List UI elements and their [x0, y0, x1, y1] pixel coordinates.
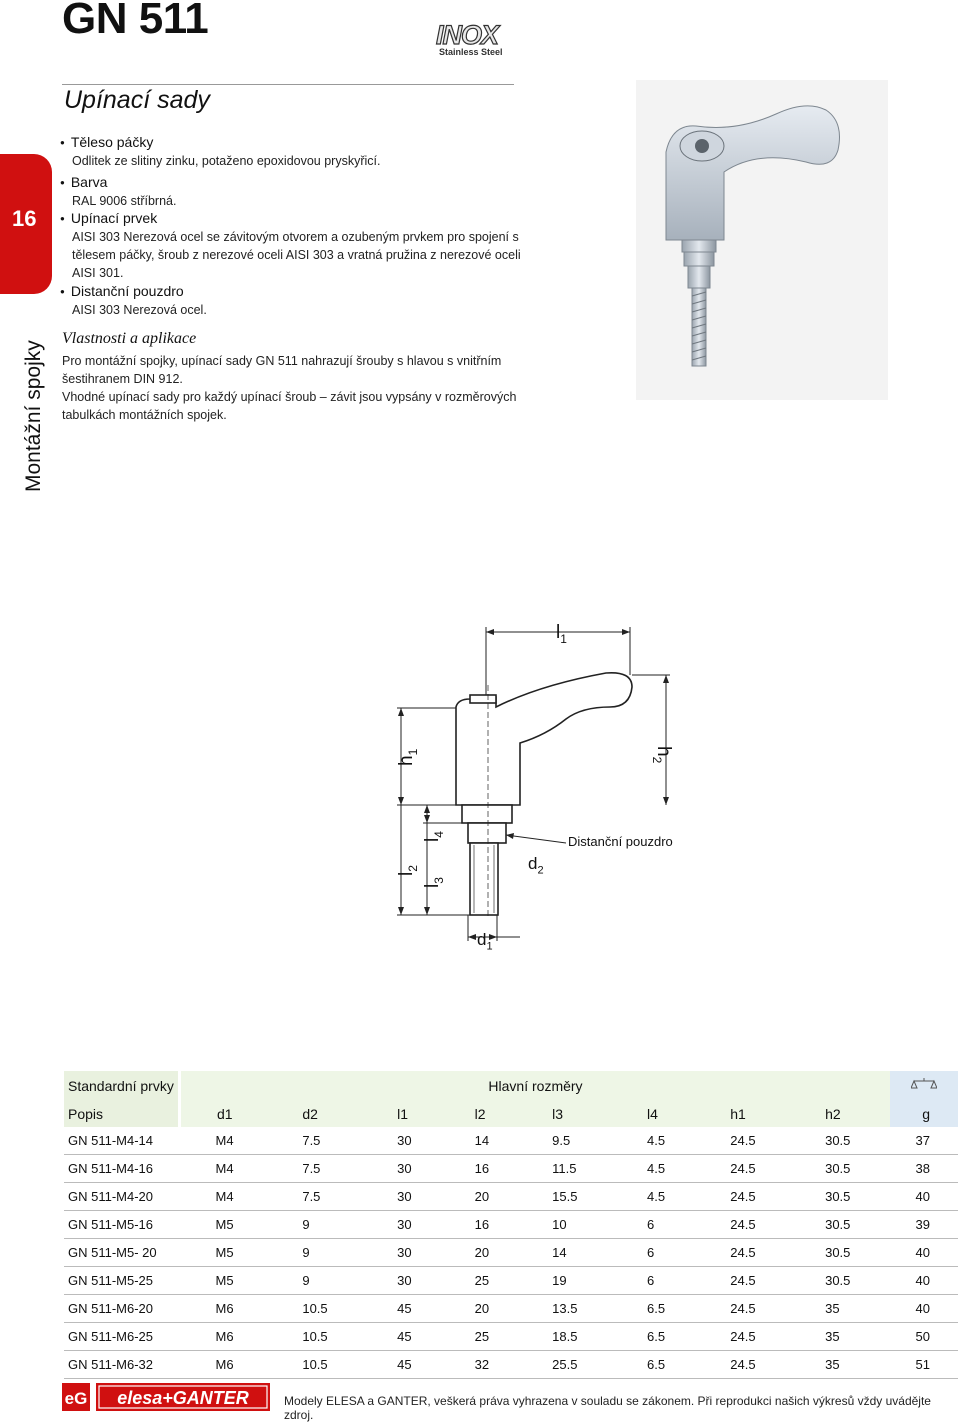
feature-text: AISI 303 Nerezová ocel.	[72, 303, 207, 318]
table-cell: 16	[445, 1155, 523, 1183]
table-cell: GN 511-M6-32	[64, 1351, 180, 1379]
col-header: l2	[445, 1100, 523, 1127]
page-subtitle: Upínací sady	[64, 86, 210, 114]
table-column-header	[64, 1100, 958, 1127]
table-cell: M5	[180, 1267, 273, 1295]
table-cell: 19	[522, 1267, 617, 1295]
table-cell: 30	[367, 1155, 445, 1183]
table-cell: 25	[445, 1267, 523, 1295]
table-cell: 6	[617, 1211, 700, 1239]
table-cell: 15.5	[522, 1183, 617, 1211]
col-header: l4	[617, 1100, 700, 1127]
table-cell: 35	[795, 1295, 890, 1323]
table-cell: 9	[272, 1239, 367, 1267]
table-cell: 32	[445, 1351, 523, 1379]
feature-heading: ● Upínací prvek	[60, 209, 542, 228]
label-l2-text: l	[396, 871, 417, 876]
weight-header	[890, 1071, 958, 1100]
table-cell: 24.5	[700, 1183, 795, 1211]
label-l1	[556, 622, 567, 646]
table-cell: 40	[890, 1267, 958, 1295]
table-cell: 45	[367, 1295, 445, 1323]
table-cell: 24.5	[700, 1211, 795, 1239]
label-d1-text: d	[477, 930, 487, 949]
table-group-header	[64, 1071, 958, 1100]
inox-badge-sub: Stainless Steel	[439, 47, 503, 57]
table-cell: 6.5	[617, 1295, 700, 1323]
table-row	[64, 1155, 958, 1183]
table-cell: 40	[890, 1239, 958, 1267]
table-cell: 10.5	[272, 1351, 367, 1379]
feature-text: RAL 9006 stříbrná.	[72, 194, 177, 209]
table-cell: 6.5	[617, 1351, 700, 1379]
label-l1-text: l	[556, 622, 561, 643]
label-l2	[396, 865, 420, 876]
label-h1-sub: 1	[405, 748, 420, 756]
table-cell: 50	[890, 1323, 958, 1351]
feature-heading: ● Barva	[60, 173, 542, 192]
table-cell: 24.5	[700, 1127, 795, 1155]
table-cell: 9	[272, 1211, 367, 1239]
table-cell: M4	[180, 1183, 273, 1211]
table-cell: GN 511-M5- 20	[64, 1239, 180, 1267]
feature-body	[60, 133, 542, 170]
table-cell: 30	[367, 1211, 445, 1239]
table-cell: GN 511-M4-20	[64, 1183, 180, 1211]
table-cell: M4	[180, 1155, 273, 1183]
table-cell: 4.5	[617, 1127, 700, 1155]
feature-heading: ● Distanční pouzdro	[60, 282, 542, 301]
table-cell: M6	[180, 1295, 273, 1323]
table-cell: M4	[180, 1127, 273, 1155]
feature-color	[60, 173, 542, 210]
table-cell: 30.5	[795, 1183, 890, 1211]
group-standard: Standardní prvky	[64, 1071, 180, 1100]
chapter-number: 16	[12, 206, 37, 231]
label-l4-sub: 4	[431, 831, 446, 838]
product-photo	[636, 80, 888, 400]
label-h1-text: h	[396, 755, 417, 766]
feature-clamp	[60, 209, 542, 282]
label-d2	[528, 854, 544, 876]
group-main: Hlavní rozměry	[180, 1071, 891, 1100]
col-header: g	[890, 1100, 958, 1127]
table-cell: 30.5	[795, 1127, 890, 1155]
table-cell: GN 511-M4-14	[64, 1127, 180, 1155]
label-l4	[422, 831, 446, 842]
table-cell: 20	[445, 1239, 523, 1267]
table-cell: GN 511-M5-16	[64, 1211, 180, 1239]
table-cell: 30	[367, 1183, 445, 1211]
table-cell: 30.5	[795, 1239, 890, 1267]
table-body	[64, 1127, 958, 1379]
product-code: GN 511	[62, 0, 209, 43]
table-cell: 45	[367, 1323, 445, 1351]
header-divider	[62, 84, 514, 85]
label-h2	[650, 746, 674, 763]
table-cell: 10.5	[272, 1323, 367, 1351]
table-cell: M6	[180, 1351, 273, 1379]
table-row	[64, 1183, 958, 1211]
table-cell: 11.5	[522, 1155, 617, 1183]
table-cell: 24.5	[700, 1295, 795, 1323]
table-cell: 24.5	[700, 1239, 795, 1267]
table-cell: GN 511-M4-16	[64, 1155, 180, 1183]
label-l3-text: l	[422, 883, 443, 888]
col-header: Popis	[64, 1100, 180, 1127]
dimensions-table	[64, 1071, 958, 1379]
table-cell: 7.5	[272, 1127, 367, 1155]
feature-text: AISI 303 Nerezová ocel se závitovým otvorem a ozubeným prvkem pro spojení s tělesem páčky, šroub z nerezové oceli AISI 303 a vratná pružina z nerezové oceli AISI 301.	[72, 230, 521, 281]
table-cell: 18.5	[522, 1323, 617, 1351]
table-cell: 7.5	[272, 1155, 367, 1183]
elesa-ganter-logo	[62, 1381, 274, 1415]
table-row	[64, 1127, 958, 1155]
copyright-notice: Modely ELESA a GANTER, veškerá práva vyhrazena v souladu se zákonem. Při reprodukci našich výkresů vždy uvádějte zdroj.	[284, 1394, 931, 1422]
col-header: d1	[180, 1100, 273, 1127]
label-l1-sub: 1	[560, 631, 567, 646]
label-d1-sub: 1	[486, 940, 493, 953]
properties-paragraph-1: Pro montážní spojky, upínací sady GN 511 nahrazují šrouby s hlavou s vnitřním šestihranem DIN 912.	[62, 354, 502, 386]
table-cell: 40	[890, 1183, 958, 1211]
table-cell: 45	[367, 1351, 445, 1379]
table-row	[64, 1211, 958, 1239]
table-cell: 39	[890, 1211, 958, 1239]
table-cell: 24.5	[700, 1155, 795, 1183]
label-d1	[477, 930, 493, 952]
scale-icon	[911, 1077, 937, 1091]
table-cell: 30	[367, 1239, 445, 1267]
table-cell: GN 511-M5-25	[64, 1267, 180, 1295]
label-h1	[396, 749, 420, 766]
table-row	[64, 1323, 958, 1351]
chapter-label: Montážní spojky	[22, 340, 45, 492]
table-cell: 4.5	[617, 1155, 700, 1183]
table-cell: 6.5	[617, 1323, 700, 1351]
feature-spacer	[60, 282, 542, 319]
col-header: h1	[700, 1100, 795, 1127]
table-cell: 35	[795, 1323, 890, 1351]
feature-heading: ● Těleso páčky	[60, 133, 542, 152]
table-cell: M6	[180, 1323, 273, 1351]
table-cell: 13.5	[522, 1295, 617, 1323]
table-cell: 24.5	[700, 1267, 795, 1295]
properties-paragraph-2: Vhodné upínací sady pro každý upínací šroub – závit jsou vypsány v rozměrových tabulkách montážních spojek.	[62, 390, 517, 422]
inox-badge	[436, 22, 503, 57]
table-cell: 40	[890, 1295, 958, 1323]
table-cell: 10.5	[272, 1295, 367, 1323]
table-cell: 7.5	[272, 1183, 367, 1211]
table-cell: 4.5	[617, 1183, 700, 1211]
table-cell: M5	[180, 1211, 273, 1239]
feature-text: Odlitek ze slitiny zinku, potaženo epoxidovou pryskyřicí.	[72, 154, 381, 169]
table-cell: 16	[445, 1211, 523, 1239]
table-cell: 37	[890, 1127, 958, 1155]
col-header: l1	[367, 1100, 445, 1127]
label-h2-text: h	[653, 746, 674, 757]
col-header: d2	[272, 1100, 367, 1127]
label-l2-sub: 2	[405, 865, 420, 872]
table-cell: 6	[617, 1239, 700, 1267]
table-cell: 24.5	[700, 1323, 795, 1351]
table-cell: M5	[180, 1239, 273, 1267]
table-cell: 20	[445, 1295, 523, 1323]
table-cell: 6	[617, 1267, 700, 1295]
table-cell: GN 511-M6-25	[64, 1323, 180, 1351]
table-row	[64, 1239, 958, 1267]
table-cell: GN 511-M6-20	[64, 1295, 180, 1323]
table-cell: 38	[890, 1155, 958, 1183]
table-row	[64, 1295, 958, 1323]
table-cell: 30.5	[795, 1211, 890, 1239]
logo-mark: eG	[64, 1389, 88, 1408]
label-d2-sub: 2	[537, 864, 544, 877]
table-row	[64, 1267, 958, 1295]
table-cell: 10	[522, 1211, 617, 1239]
table-cell: 30.5	[795, 1155, 890, 1183]
spacer-callout: Distanční pouzdro	[568, 834, 673, 849]
label-l3	[422, 877, 446, 888]
table-cell: 14	[522, 1239, 617, 1267]
table-cell: 25	[445, 1323, 523, 1351]
table-cell: 25.5	[522, 1351, 617, 1379]
inox-badge-main: INOX	[436, 20, 499, 50]
properties-heading: Vlastnosti a aplikace	[62, 330, 197, 347]
label-h2-sub: 2	[650, 756, 665, 764]
label-l4-text: l	[422, 837, 443, 842]
table-cell: 9	[272, 1267, 367, 1295]
dimension-drawing	[370, 615, 730, 965]
table-cell: 30	[367, 1267, 445, 1295]
col-header: l3	[522, 1100, 617, 1127]
table-cell: 9.5	[522, 1127, 617, 1155]
logo-wordmark: elesa+GANTER	[117, 1388, 249, 1408]
table-cell: 30.5	[795, 1267, 890, 1295]
table-cell: 35	[795, 1351, 890, 1379]
table-row	[64, 1351, 958, 1379]
table-cell: 14	[445, 1127, 523, 1155]
table-cell: 30	[367, 1127, 445, 1155]
col-header: h2	[795, 1100, 890, 1127]
table-cell: 24.5	[700, 1351, 795, 1379]
label-l3-sub: 3	[431, 877, 446, 884]
table-cell: 51	[890, 1351, 958, 1379]
table-cell: 20	[445, 1183, 523, 1211]
label-d2-text: d	[528, 854, 538, 873]
